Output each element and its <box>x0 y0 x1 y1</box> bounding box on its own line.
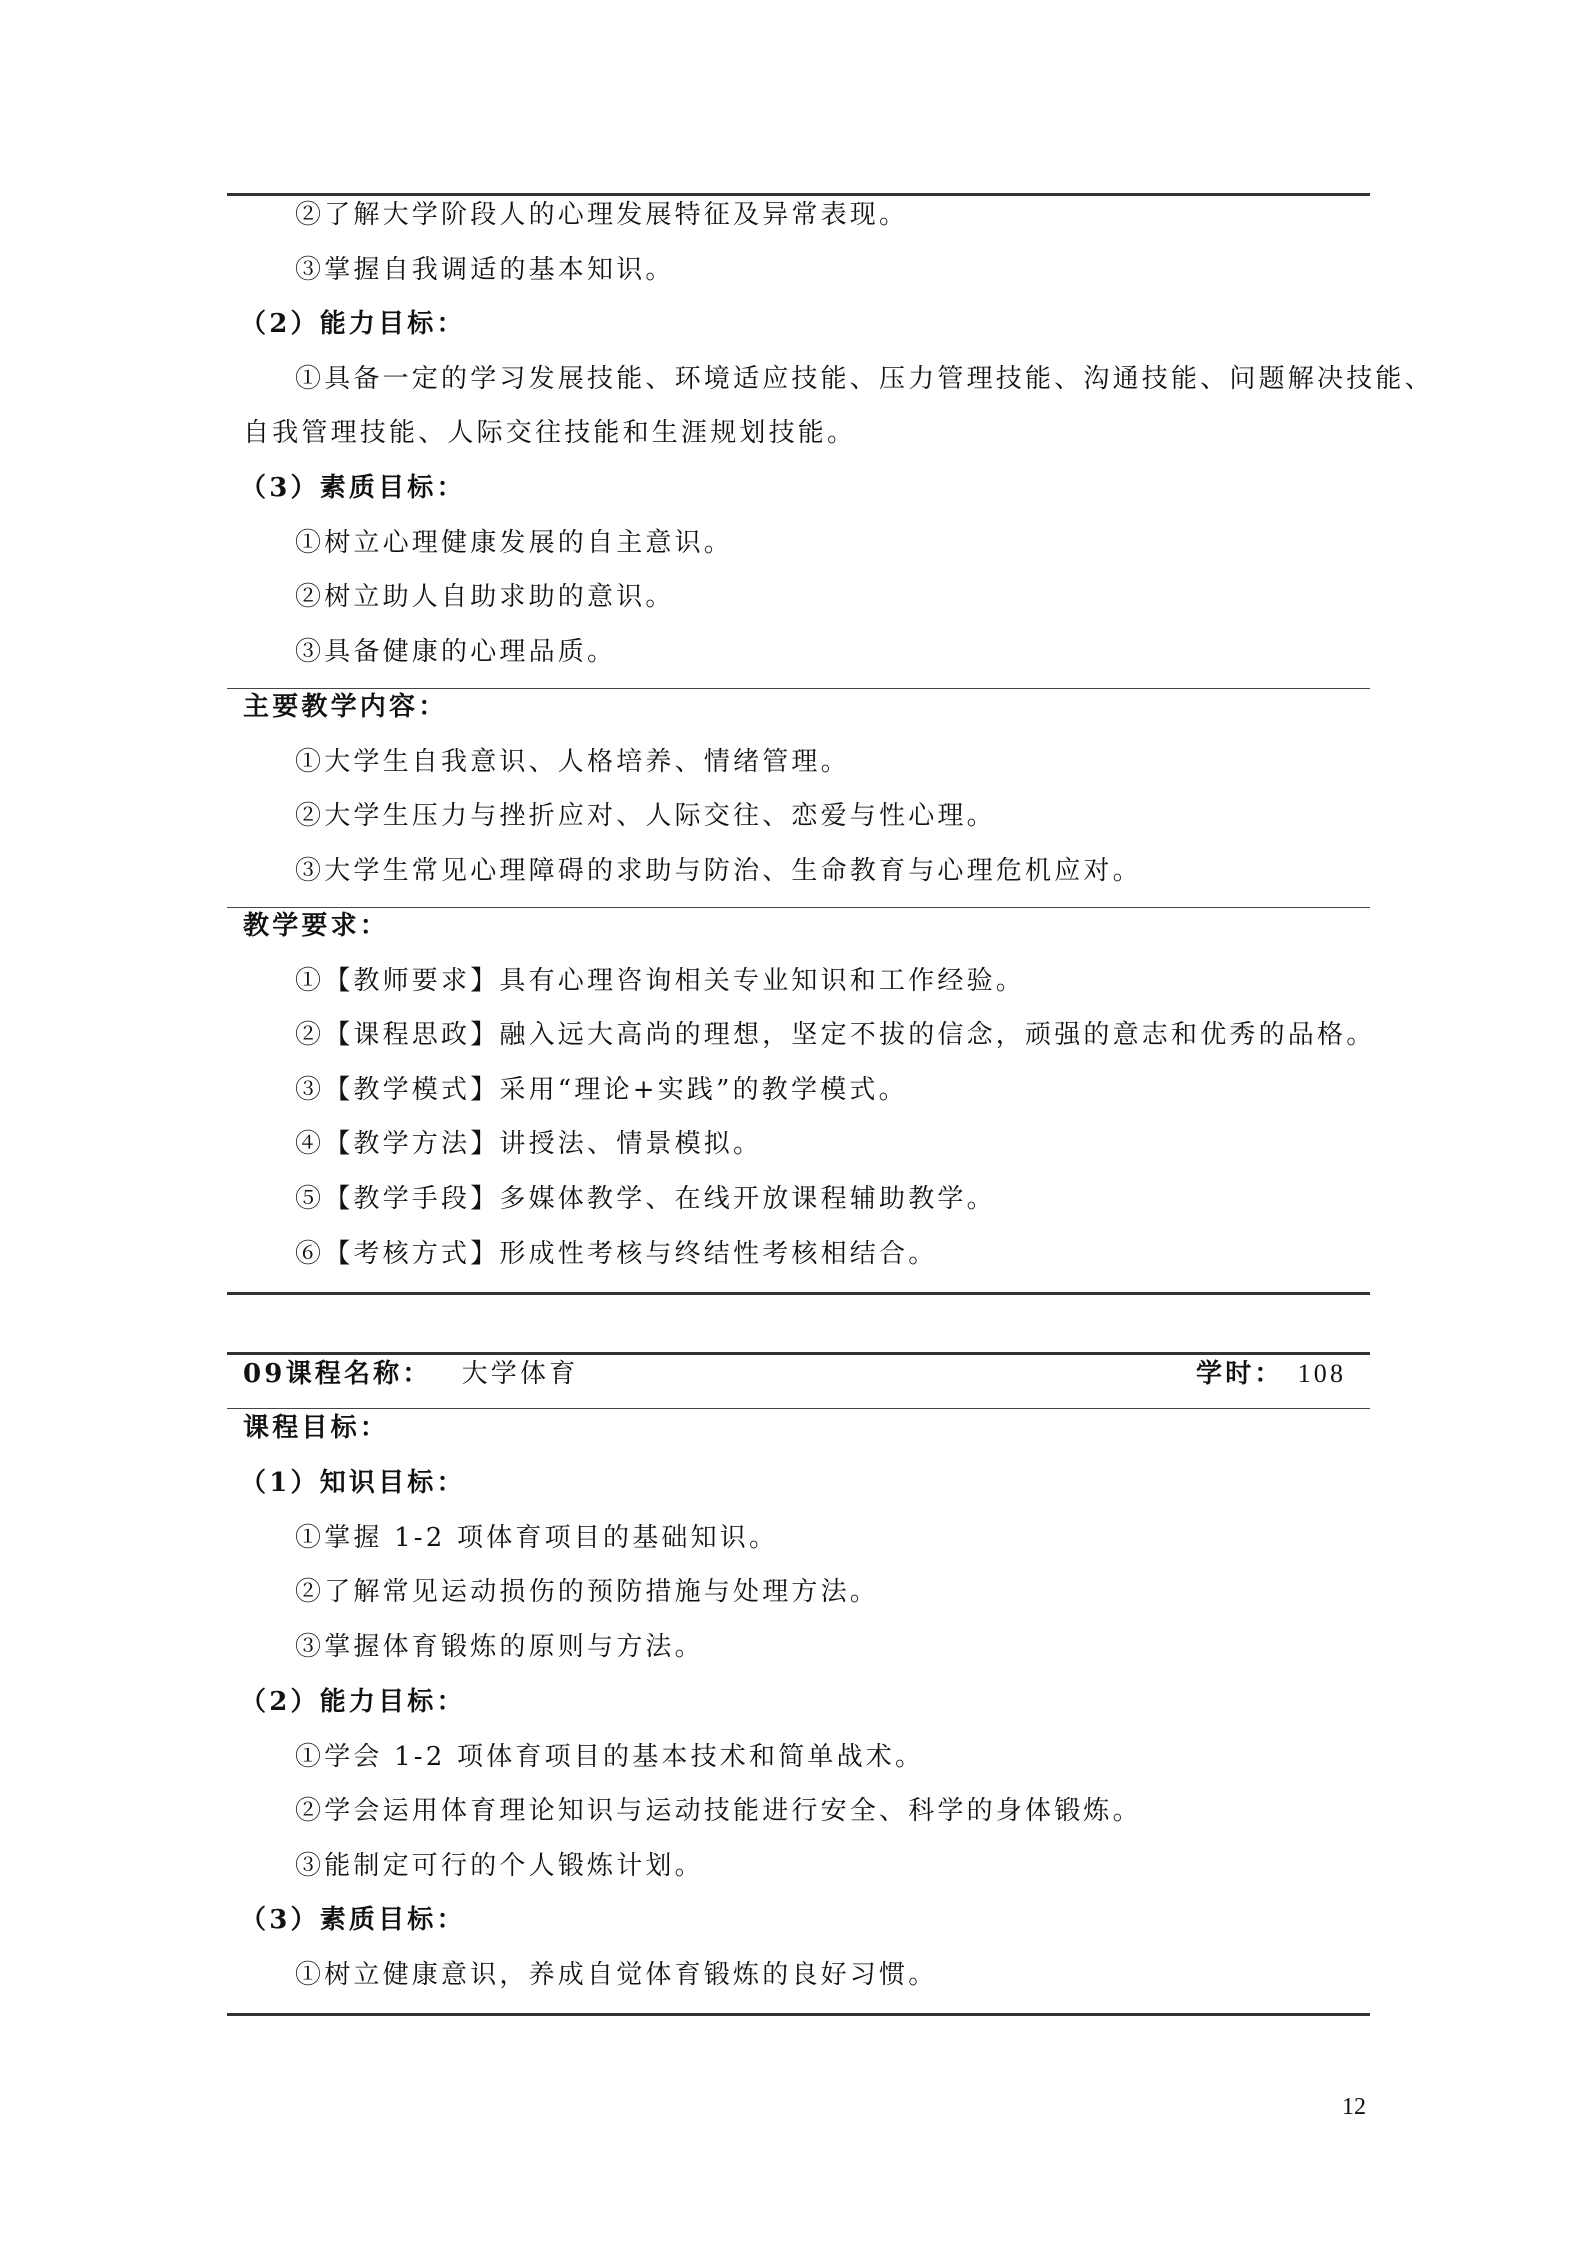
course-name-label: 09课程名称： <box>243 1359 432 1389</box>
requirement-item-6: ⑥【考核方式】形成性考核与终结性考核相结合。 <box>295 1239 938 1269</box>
goals-heading: 课程目标： <box>243 1413 390 1443</box>
ability-heading: （2）能力目标： <box>240 309 466 339</box>
content-item-2: ②大学生压力与挫折应对、人际交往、恋爱与性心理。 <box>295 801 996 831</box>
top-rule <box>227 193 1370 196</box>
quality-item-1: ①树立心理健康发展的自主意识。 <box>295 528 734 558</box>
page-number: 12 <box>1342 2094 1366 2120</box>
content-item-1: ①大学生自我意识、人格培养、情绪管理。 <box>295 747 850 777</box>
divider-requirements <box>227 907 1370 908</box>
b-ability-item-2: ②学会运用体育理论知识与运动技能进行安全、科学的身体锻炼。 <box>295 1796 1142 1826</box>
course-header-name <box>243 1357 578 1391</box>
content-item-3: ③大学生常见心理障碍的求助与防治、生命教育与心理危机应对。 <box>295 856 1142 886</box>
ability-item-1-line-2: 自我管理技能、人际交往技能和生涯规划技能。 <box>243 418 857 448</box>
requirement-item-3: ③【教学模式】采用“理论+实践”的教学模式。 <box>295 1075 908 1105</box>
content-heading: 主要教学内容： <box>243 692 448 722</box>
hours-value: 108 <box>1297 1359 1347 1388</box>
knowledge-item-3: ③掌握自我调适的基本知识。 <box>295 255 675 285</box>
b-knowledge-item-3: ③掌握体育锻炼的原则与方法。 <box>295 1632 704 1662</box>
b-ability-heading: （2）能力目标： <box>240 1687 466 1717</box>
requirement-item-1: ①【教师要求】具有心理咨询相关专业知识和工作经验。 <box>295 966 1026 996</box>
quality-item-2: ②树立助人自助求助的意识。 <box>295 582 675 612</box>
divider-goals <box>227 1408 1370 1409</box>
quality-heading: （3）素质目标： <box>240 473 466 503</box>
b-quality-heading: （3）素质目标： <box>240 1905 466 1935</box>
section-a-bottom-rule <box>227 1292 1370 1295</box>
b-ability-item-1: ①学会 1-2 项体育项目的基本技术和简单战术。 <box>295 1742 925 1772</box>
hours-label: 学时： <box>1196 1359 1284 1389</box>
b-ability-item-3: ③能制定可行的个人锻炼计划。 <box>295 1851 704 1881</box>
course-name: 大学体育 <box>461 1359 579 1389</box>
knowledge-item-2: ②了解大学阶段人的心理发展特征及异常表现。 <box>295 200 909 230</box>
requirement-item-4: ④【教学方法】讲授法、情景模拟。 <box>295 1129 763 1159</box>
b-knowledge-item-1: ①掌握 1-2 项体育项目的基础知识。 <box>295 1523 779 1553</box>
divider-content <box>227 688 1370 689</box>
requirement-item-5: ⑤【教学手段】多媒体教学、在线开放课程辅助教学。 <box>295 1184 996 1214</box>
section-b-bottom-rule <box>227 2013 1370 2016</box>
section-b-top-rule <box>227 1352 1370 1355</box>
b-quality-item-1: ①树立健康意识，养成自觉体育锻炼的良好习惯。 <box>295 1960 938 1990</box>
course-header-hours <box>1196 1357 1346 1391</box>
ability-item-1-line-1: ①具备一定的学习发展技能、环境适应技能、压力管理技能、沟通技能、问题解决技能、 <box>295 364 1434 394</box>
requirement-item-2: ②【课程思政】融入远大高尚的理想，坚定不拔的信念，顽强的意志和优秀的品格。 <box>295 1020 1376 1050</box>
b-knowledge-heading: （1）知识目标： <box>240 1468 466 1498</box>
quality-item-3: ③具备健康的心理品质。 <box>295 637 617 667</box>
b-knowledge-item-2: ②了解常见运动损伤的预防措施与处理方法。 <box>295 1577 880 1607</box>
requirements-heading: 教学要求： <box>243 911 390 941</box>
